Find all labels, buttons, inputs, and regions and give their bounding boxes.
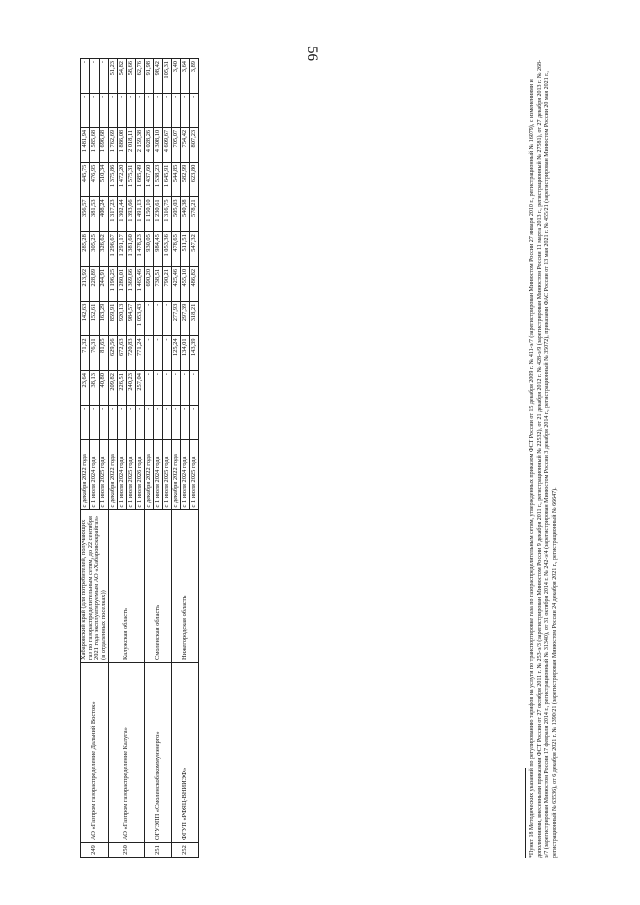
tariff-value: - <box>144 371 153 406</box>
tariff-value: 455,10 <box>180 266 189 301</box>
tariff-table <box>80 58 199 858</box>
tariff-value: 1 481,94 <box>81 127 90 162</box>
tariff-value: 152,61 <box>90 301 99 336</box>
tariff-value: 54,82 <box>117 59 126 94</box>
tariff-value: 213,92 <box>81 266 90 301</box>
tariff-value: 38,13 <box>90 371 99 406</box>
tariff-value: 1 302,44 <box>117 197 126 232</box>
tariff-value: 381,53 <box>90 197 99 232</box>
region-name: Смоленская область <box>144 510 171 662</box>
tariff-value: - <box>126 93 135 127</box>
tariff-value: 143,39 <box>189 336 198 371</box>
tariff-value: 476,95 <box>90 162 99 197</box>
tariff-value: 1 645,91 <box>162 162 171 197</box>
tariff-value: 1 053,43 <box>135 301 144 336</box>
tariff-value: 1 437,60 <box>144 162 153 197</box>
tariff-value: 4 028,26 <box>144 127 153 162</box>
tariff-value: - <box>90 405 99 439</box>
tariff-value: - <box>144 301 153 336</box>
tariff-value: 209,82 <box>108 371 117 406</box>
tariff-value: - <box>99 405 108 439</box>
tariff-value: 326,62 <box>99 232 108 267</box>
tariff-value: - <box>90 93 99 127</box>
tariff-value: 705,07 <box>171 127 180 162</box>
tariff-value: 2 018,11 <box>126 127 135 162</box>
tariff-value: 62,76 <box>135 59 144 94</box>
table-row <box>171 59 180 858</box>
tariff-value: 920,13 <box>117 301 126 336</box>
table-row <box>108 59 117 858</box>
tariff-value: 3,40 <box>171 59 180 94</box>
tariff-value: 4 609,67 <box>162 127 171 162</box>
tariff-value: 1 316,75 <box>162 197 171 232</box>
tariff-value: 754,42 <box>180 127 189 162</box>
tariff-value: - <box>162 301 171 336</box>
tariff-value: - <box>144 336 153 371</box>
table-row <box>81 59 90 858</box>
tariff-value: 226,51 <box>117 371 126 406</box>
tariff-value: 142,63 <box>81 301 90 336</box>
tariff-value: 228,89 <box>90 266 99 301</box>
tariff-value: - <box>90 59 99 94</box>
tariff-value: - <box>189 93 198 127</box>
region-name: Хабаровский край (для потребителей, получающих газ по газораспределительным сетям, до 22 сентября 2021 года эксплуатируемым АО «Хабаровсккрайгаз» (в отдаленных поселках)) <box>81 510 109 662</box>
tariff-value: 771,24 <box>135 336 144 371</box>
tariff-value: 305,25 <box>90 232 99 267</box>
tariff-value: 1 696,68 <box>99 127 108 162</box>
page-number: 56 <box>304 46 320 61</box>
tariff-value: - <box>153 93 162 127</box>
tariff-value: 1 762,69 <box>108 127 117 162</box>
tariff-value: 807,23 <box>189 127 198 162</box>
tariff-value: 23,64 <box>81 371 90 406</box>
period-label: с 1 июля 2025 года <box>99 439 108 510</box>
tariff-value: - <box>171 405 180 439</box>
tariff-value: 1 472,20 <box>117 162 126 197</box>
tariff-value: 1 369,66 <box>126 266 135 301</box>
tariff-value: - <box>126 405 135 439</box>
tariff-value: 40,80 <box>99 371 108 406</box>
tariff-value: 859,91 <box>108 301 117 336</box>
tariff-value: 356,57 <box>81 197 90 232</box>
tariff-value: - <box>180 371 189 406</box>
tariff-value: 672,63 <box>117 336 126 371</box>
period-label: с декабря 2022 года <box>171 439 180 510</box>
tariff-value: 408,24 <box>99 197 108 232</box>
tariff-value: - <box>153 336 162 371</box>
region-name: Нижегородская область <box>171 510 198 662</box>
tariff-value: 1 196,25 <box>108 266 117 301</box>
tariff-value: 58,66 <box>126 59 135 94</box>
tariff-value: - <box>144 405 153 439</box>
tariff-value: 1 280,01 <box>117 266 126 301</box>
footnote-text: *Пункт 18 Методических указаний по регулированию тарифов на услуги по транспортировке газа по газораспределительным сетям, утвержденных приказом ФСТ России от 15 декабря 2009 г. № 411-э/7 (зарегистрирован Минюстом России 27 января 2010 г., регистрационный № 16079), с изменениями и дополнениями, внесенными приказами ФСТ России от 27 октября 2011 г. № 253-э/3 (зарегистрирован Минюстом России 9 декабря 2011 г., регистрационный № 22532), от 21 декабря 2012 г. № 428-э/9 (зарегистрирован Минюстом России 11 марта 2013 г., регистрационный № 27581), от 27 декабря 2013 г. № 268-э/7 (зарегистрирован Минюстом России 17 февраля 2014 г., регистрационный № 31340), от 31 октября 2014 г. № 242-э/4 (зарегистрирован Минюстом России 3 декабря 2014 г., регистрационный № 35072), приказами ФАС России от 13 мая 2021 г. № 455/21 (зарегистрирован Минюстом России 20 мая 2021 г., регистрационный № 63536), от 6 декабря 2021 г. № 1390/21 (зарегистрирован Минюстом России 24 декабря 2021 г., регистрационный № 66647). <box>529 59 558 858</box>
organization-name: ФГУП «РФЯЦ-ВНИИЭФ» <box>171 662 198 842</box>
tariff-value: - <box>99 59 108 94</box>
tariff-value: 540,38 <box>180 197 189 232</box>
tariff-value: - <box>189 405 198 439</box>
tariff-value: 3,89 <box>189 59 198 94</box>
tariff-value: 297,39 <box>180 301 189 336</box>
tariff-value: 257,04 <box>135 371 144 406</box>
tariff-value: - <box>162 405 171 439</box>
period-label: с декабря 2022 года <box>144 439 153 510</box>
organization-name: АО «Газпром газораспределение Дальний Восток» <box>81 662 109 842</box>
row-number: 249 <box>81 843 109 858</box>
tariff-value: - <box>162 336 171 371</box>
tariff-value: - <box>171 93 180 127</box>
tariff-value: 1 375,86 <box>108 162 117 197</box>
tariff-value: - <box>117 405 126 439</box>
tariff-value: 1 585,68 <box>90 127 99 162</box>
tariff-value: - <box>117 93 126 127</box>
period-label: с декабря 2022 года <box>81 439 90 510</box>
tariff-value: 81,65 <box>99 336 108 371</box>
tariff-value: - <box>81 93 90 127</box>
tariff-value: 163,29 <box>99 301 108 336</box>
tariff-value: 1 685,49 <box>135 162 144 197</box>
tariff-value: 98,42 <box>153 59 162 94</box>
tariff-value: 1 291,17 <box>117 232 126 267</box>
tariff-value: - <box>180 93 189 127</box>
tariff-value: 1 465,46 <box>135 266 144 301</box>
tariff-value: - <box>108 93 117 127</box>
tariff-value: - <box>171 371 180 406</box>
row-number: 252 <box>171 843 198 858</box>
tariff-value: 125,24 <box>171 336 180 371</box>
tariff-value: 690,20 <box>144 266 153 301</box>
tariff-value: 578,21 <box>189 197 198 232</box>
tariff-value: 1 575,31 <box>126 162 135 197</box>
tariff-value: 71,32 <box>81 336 90 371</box>
tariff-value: 790,21 <box>162 266 171 301</box>
tariff-value: - <box>153 301 162 336</box>
tariff-value: 1 230,61 <box>153 197 162 232</box>
tariff-value: 1 053,36 <box>162 232 171 267</box>
tariff-value: 1 491,13 <box>135 197 144 232</box>
tariff-value: - <box>144 93 153 127</box>
tariff-value: 510,34 <box>99 162 108 197</box>
tariff-value: - <box>153 371 162 406</box>
tariff-value: 91,98 <box>144 59 153 94</box>
tariff-value: 244,91 <box>99 266 108 301</box>
footnote-rule <box>525 768 526 858</box>
organization-name: ОГУЭПП «Смоленскоблкоммунэнерго» <box>144 662 171 842</box>
tariff-value: 1 296,67 <box>108 232 117 267</box>
period-label: с 1 июля 2025 года <box>189 439 198 510</box>
tariff-value: 478,65 <box>171 232 180 267</box>
rotated-sheet <box>80 58 610 858</box>
tariff-value: 277,93 <box>171 301 180 336</box>
region-name: Калужская область <box>108 510 144 662</box>
tariff-value: 425,46 <box>171 266 180 301</box>
tariff-value: 105,31 <box>162 59 171 94</box>
row-number: 250 <box>108 843 144 858</box>
tariff-value: 1 886,08 <box>117 127 126 162</box>
tariff-value: - <box>81 405 90 439</box>
tariff-value: 984,45 <box>153 232 162 267</box>
tariff-value: 582,99 <box>180 162 189 197</box>
tariff-value: 2 159,38 <box>135 127 144 162</box>
tariff-value: 1 478,23 <box>135 232 144 267</box>
tariff-value: 1 538,23 <box>153 162 162 197</box>
tariff-value: 51,23 <box>108 59 117 94</box>
period-label: с 1 июля 2024 года <box>153 439 162 510</box>
tariff-value: 629,56 <box>108 336 117 371</box>
period-label: с 1 июля 2024 года <box>117 439 126 510</box>
row-number: 251 <box>144 843 171 858</box>
tariff-value: 547,32 <box>189 232 198 267</box>
period-label: с 1 июля 2024 года <box>180 439 189 510</box>
organization-name: АО «Газпром газораспределение Калуга» <box>108 662 144 842</box>
tariff-value: 544,85 <box>171 162 180 197</box>
tariff-value: - <box>135 93 144 127</box>
tariff-value: 984,57 <box>126 301 135 336</box>
tariff-value: - <box>108 405 117 439</box>
tariff-value: 134,01 <box>180 336 189 371</box>
tariff-value: 285,28 <box>81 232 90 267</box>
tariff-value: 930,05 <box>144 232 153 267</box>
table-row <box>144 59 153 858</box>
tariff-value: 3,64 <box>180 59 189 94</box>
tariff-value: - <box>135 405 144 439</box>
period-label: с 1 июля 2026 года <box>135 439 144 510</box>
tariff-value: 1 317,23 <box>108 197 117 232</box>
tariff-value: - <box>81 59 90 94</box>
tariff-value: - <box>180 405 189 439</box>
period-label: с 1 июля 2025 года <box>126 439 135 510</box>
footnote <box>525 58 559 858</box>
period-label: с декабря 2022 года <box>108 439 117 510</box>
tariff-value: 445,75 <box>81 162 90 197</box>
tariff-value: 1 381,60 <box>126 232 135 267</box>
tariff-value: 76,31 <box>90 336 99 371</box>
tariff-value: - <box>99 93 108 127</box>
tariff-value: 738,51 <box>153 266 162 301</box>
tariff-value: 240,23 <box>126 371 135 406</box>
tariff-value: 1 150,10 <box>144 197 153 232</box>
tariff-value: 511,51 <box>180 232 189 267</box>
tariff-value: 623,80 <box>189 162 198 197</box>
tariff-value: - <box>162 93 171 127</box>
tariff-value: 505,03 <box>171 197 180 232</box>
tariff-value: 1 393,66 <box>126 197 135 232</box>
tariff-value: - <box>189 371 198 406</box>
period-label: с 1 июля 2024 года <box>90 439 99 510</box>
tariff-value: - <box>162 371 171 406</box>
tariff-value: 318,21 <box>189 301 198 336</box>
tariff-value: 4 308,10 <box>153 127 162 162</box>
tariff-value: - <box>153 405 162 439</box>
tariff-value: 486,82 <box>189 266 198 301</box>
tariff-value: 720,83 <box>126 336 135 371</box>
period-label: с 1 июля 2025 года <box>162 439 171 510</box>
